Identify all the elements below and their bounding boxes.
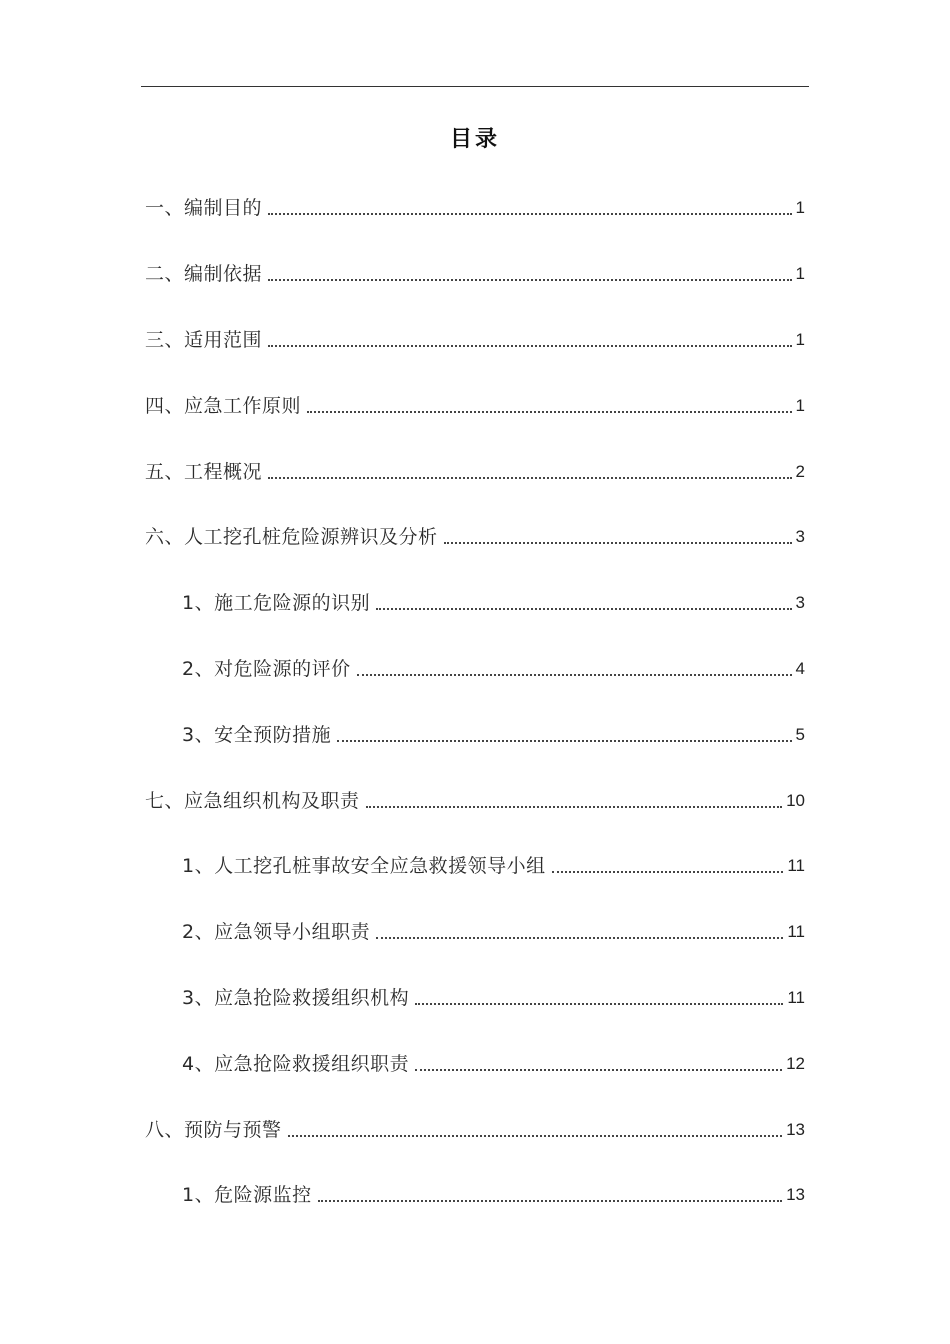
toc-dot-leader <box>415 1003 783 1005</box>
toc-page-number: 1 <box>795 330 805 349</box>
toc-dot-leader <box>268 345 792 347</box>
toc-entry-label: 3、安全预防措施 <box>182 724 332 746</box>
toc-entry-label: 二、编制依据 <box>145 263 263 285</box>
toc-dot-leader <box>318 1200 782 1202</box>
toc-entry-label: 六、人工挖孔桩危险源辨识及分析 <box>145 526 438 548</box>
toc-entry-label: 4、应急抢险救援组织职责 <box>182 1053 410 1075</box>
toc-page-number: 4 <box>795 659 805 678</box>
toc-entry[interactable] <box>145 454 805 484</box>
toc-entry[interactable] <box>145 388 805 418</box>
toc-dot-leader <box>288 1135 783 1137</box>
toc-entry-label: 1、人工挖孔桩事故安全应急救援领导小组 <box>182 855 546 877</box>
toc-dot-leader <box>552 871 784 873</box>
toc-dot-leader <box>307 411 792 413</box>
toc-page-number: 13 <box>786 1120 805 1139</box>
toc-entry-label: 1、施工危险源的识别 <box>182 592 371 614</box>
toc-entry-label: 五、工程概况 <box>145 461 263 483</box>
toc-page-number: 11 <box>787 988 805 1007</box>
toc-dot-leader <box>376 937 783 939</box>
toc-entry[interactable] <box>145 1112 805 1142</box>
toc-dot-leader <box>337 740 791 742</box>
toc-page-number: 5 <box>795 725 805 744</box>
toc-entry-label: 一、编制目的 <box>145 197 263 219</box>
toc-page-number: 3 <box>795 527 805 546</box>
toc-entry[interactable] <box>145 783 805 813</box>
toc-entry-label: 七、应急组织机构及职责 <box>145 790 360 812</box>
toc-dot-leader <box>268 213 792 215</box>
toc-entry[interactable] <box>182 585 805 615</box>
toc-page-number: 3 <box>795 593 805 612</box>
toc-page-number: 1 <box>795 198 805 217</box>
toc-entry[interactable] <box>145 256 805 286</box>
toc-title: 目录 <box>449 127 500 152</box>
toc-entry[interactable] <box>182 651 805 681</box>
toc-entry-label: 3、应急抢险救援组织机构 <box>182 987 410 1009</box>
toc-entry[interactable] <box>182 848 805 878</box>
toc-dot-leader <box>366 806 783 808</box>
toc-dot-leader <box>357 674 792 676</box>
toc-dot-leader <box>444 542 792 544</box>
toc-page-number: 12 <box>786 1054 805 1073</box>
toc-dot-leader <box>415 1069 782 1071</box>
toc-entry[interactable] <box>182 914 805 944</box>
toc-entry[interactable] <box>145 190 805 220</box>
toc-page-number: 10 <box>786 791 805 810</box>
toc-page-number: 13 <box>786 1185 805 1204</box>
toc-entry-label: 2、应急领导小组职责 <box>182 921 371 943</box>
toc-entry[interactable] <box>145 519 805 549</box>
toc-entry[interactable] <box>182 1046 805 1076</box>
toc-page-number: 11 <box>787 856 805 875</box>
toc-entry[interactable] <box>182 980 805 1010</box>
toc-dot-leader <box>268 477 792 479</box>
toc-page-number: 1 <box>795 264 805 283</box>
toc-page-number: 2 <box>795 462 805 481</box>
toc-entry-label: 1、危险源监控 <box>182 1184 312 1206</box>
toc-entry[interactable] <box>182 1177 805 1207</box>
toc-dot-leader <box>268 279 792 281</box>
toc-dot-leader <box>376 608 791 610</box>
toc-page-number: 11 <box>787 922 805 941</box>
toc-entry-label: 三、适用范围 <box>145 329 263 351</box>
toc-entry-label: 八、预防与预警 <box>145 1119 282 1141</box>
toc-entry-label: 四、应急工作原则 <box>145 395 302 417</box>
toc-entry-label: 2、对危险源的评价 <box>182 658 351 680</box>
toc-page-number: 1 <box>795 396 805 415</box>
toc-entry[interactable] <box>145 322 805 352</box>
toc-entry[interactable] <box>182 717 805 747</box>
